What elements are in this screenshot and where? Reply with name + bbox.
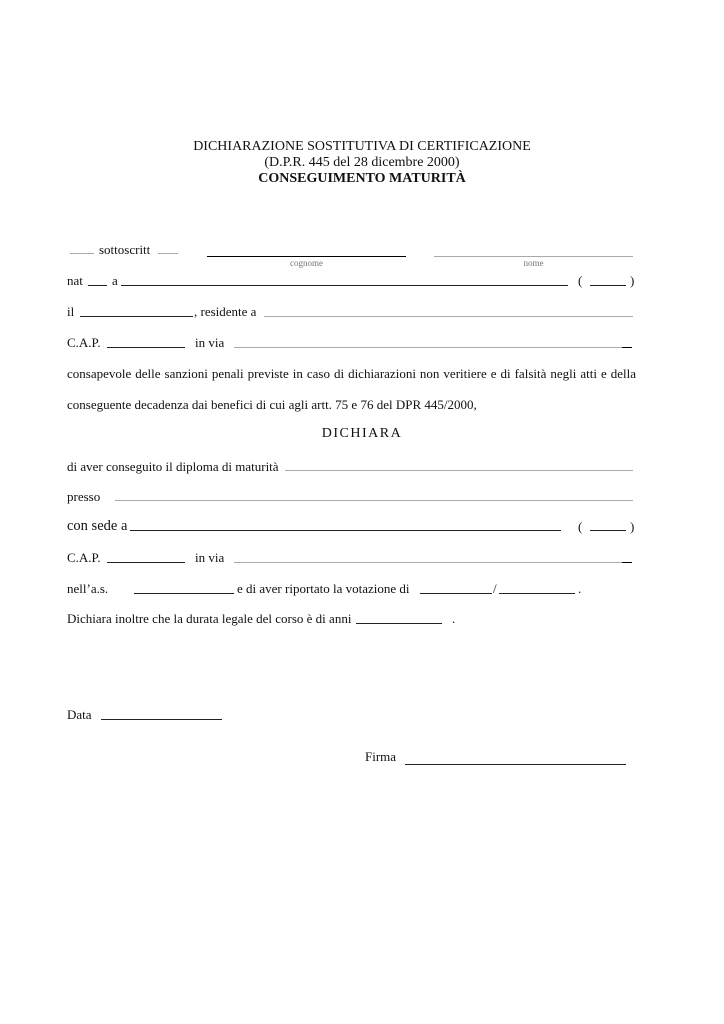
cap-label: C.A.P. [67,335,101,350]
nome-field[interactable] [434,256,633,257]
document-subtitle: (D.P.R. 445 del 28 dicembre 2000) [264,155,460,170]
il-label: il [67,304,75,319]
dichiara-heading: DICHIARA [321,426,403,441]
durata-period: . [452,611,456,626]
school-via-field[interactable] [234,562,622,563]
cognome-field[interactable] [207,256,406,257]
diploma-label: di aver conseguito il diploma di maturità [67,459,279,474]
firma-label: Firma [365,749,397,764]
residence-field[interactable] [264,316,633,317]
birth-province-field[interactable] [590,285,626,286]
votazione-period: . [578,581,582,596]
sede-field[interactable] [130,530,561,531]
birthplace-field[interactable] [121,285,568,286]
firma-field[interactable] [405,764,626,765]
sede-province-field[interactable] [590,530,626,531]
anno-scolastico-label: nell’a.s. [67,581,109,596]
gender-suffix-blank[interactable] [158,253,178,254]
sede-label: con sede a [67,518,128,534]
durata-label: Dichiara inoltre che la durata legale del corso è di anni [67,611,352,626]
cap-field[interactable] [107,347,185,348]
paren-open: ( [578,273,583,288]
school-cap-label: C.A.P. [67,550,101,565]
presso-field[interactable] [115,500,633,501]
anno-scolastico-field[interactable] [134,593,234,594]
diploma-field[interactable] [285,470,633,471]
data-field[interactable] [101,719,222,720]
votazione-label: e di aver riportato la votazione di [237,581,410,596]
via-field[interactable] [234,347,622,348]
presso-label: presso [67,489,101,504]
residente-label: , residente a [194,304,257,319]
paren-close: ) [630,273,635,288]
sottoscritt-label: sottoscritt [99,242,151,257]
via-field-end [622,347,632,348]
sede-paren-close: ) [630,519,635,534]
voto-field[interactable] [420,593,492,594]
cognome-caption: cognome [290,258,323,268]
data-label: Data [67,707,92,722]
a-label: a [112,273,118,288]
gender-prefix-blank[interactable] [70,253,94,254]
nat-suffix-blank[interactable] [88,285,107,286]
consapevole-line-1: consapevole delle sanzioni penali previste in caso di dichiarazioni non veritiere e di falsità negli atti e della [67,366,636,381]
voto-max-field[interactable] [499,593,575,594]
nome-caption: nome [523,258,544,268]
school-cap-field[interactable] [107,562,185,563]
document-title: DICHIARAZIONE SOSTITUTIVA DI CERTIFICAZIONE [193,139,531,154]
school-via-label: in via [195,550,225,565]
voto-slash: / [493,581,497,596]
sede-paren-open: ( [578,519,583,534]
durata-field[interactable] [356,623,442,624]
birthdate-field[interactable] [80,316,193,317]
school-via-field-end [622,562,632,563]
consapevole-line-2: conseguente decadenza dai benefici di cui agli artt. 75 e 76 del DPR 445/2000, [67,397,477,412]
nat-label: nat [67,273,83,288]
document-heading: CONSEGUIMENTO MATURITÀ [258,171,466,186]
via-label: in via [195,335,225,350]
